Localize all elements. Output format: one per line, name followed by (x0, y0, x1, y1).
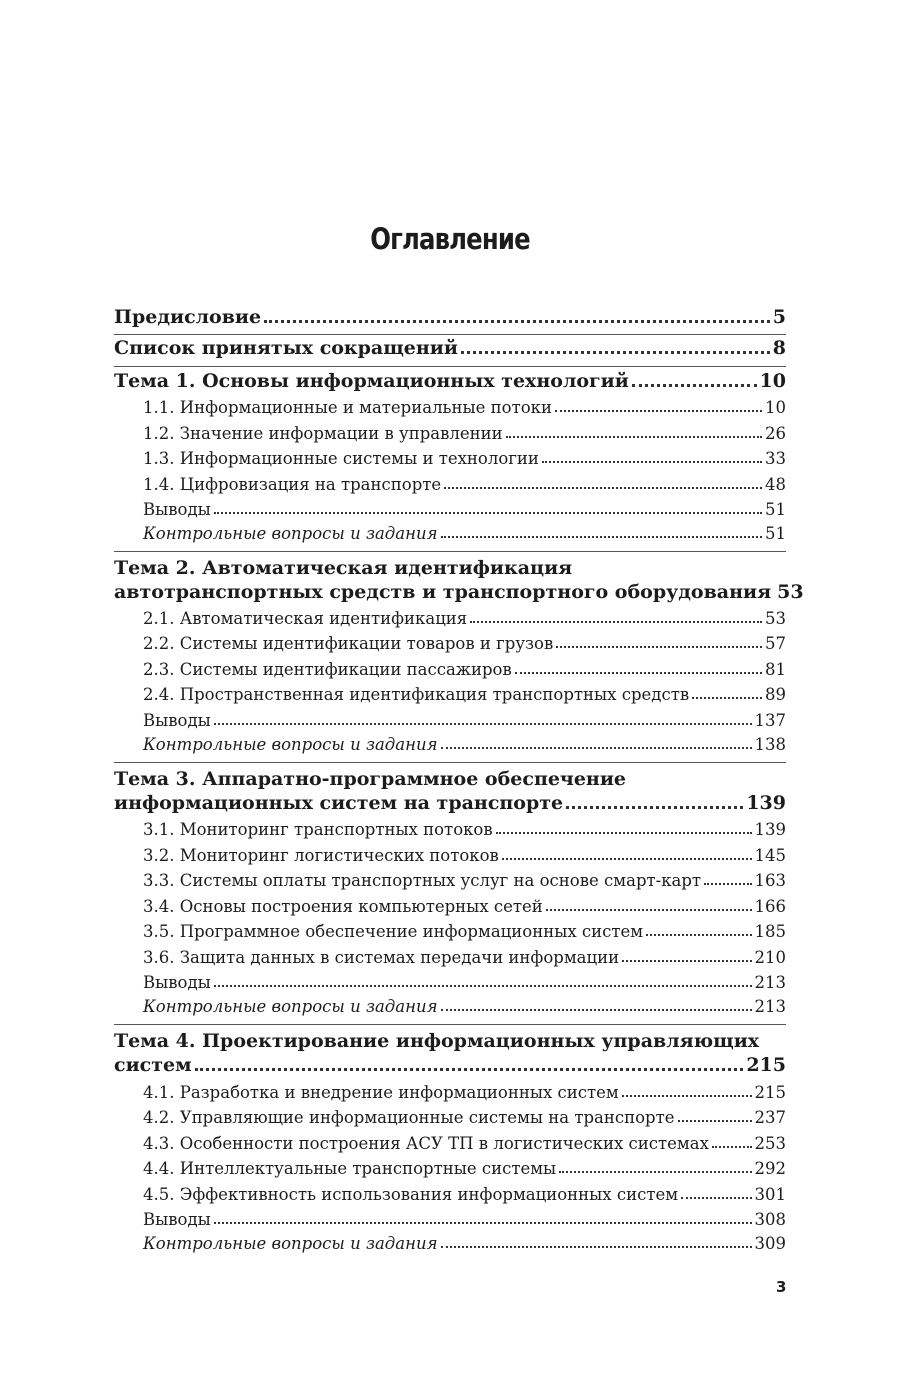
toc-entry-page: 57 (765, 634, 786, 653)
dot-leader (441, 1008, 752, 1011)
toc-entry-label: Контрольные вопросы и задания (143, 1234, 438, 1253)
toc-entry-page: 33 (765, 449, 786, 468)
toc-entry-page: 137 (754, 711, 786, 730)
toc-entry-label: Выводы (143, 500, 211, 519)
toc-entry-label: Выводы (143, 1210, 211, 1229)
toc-subentry[interactable] (0, 922, 900, 941)
toc-entry-page: 26 (765, 424, 786, 443)
dot-leader (622, 959, 751, 962)
toc-entry-page: 301 (754, 1185, 786, 1204)
dot-leader (195, 1067, 744, 1071)
toc-subentry[interactable] (0, 973, 900, 992)
dot-leader (441, 535, 762, 538)
divider (114, 762, 786, 763)
toc-subentry[interactable] (0, 609, 900, 628)
dot-leader (704, 882, 751, 885)
toc-subentry[interactable] (0, 524, 900, 543)
dot-leader (555, 409, 762, 412)
toc-entry-page: 145 (754, 846, 786, 865)
toc-subentry[interactable] (0, 820, 900, 839)
toc-topic-1[interactable] (0, 370, 900, 392)
toc-entry-label: 2.4. Пространственная идентификация транспортных средств (143, 685, 690, 704)
toc-subentry[interactable] (0, 897, 900, 916)
toc-entry-label: 1.2. Значение информации в управлении (143, 424, 503, 443)
dot-leader (678, 1119, 752, 1122)
toc-subentry[interactable] (0, 475, 900, 494)
toc-entry-page: 139 (754, 820, 786, 839)
toc-subentry[interactable] (0, 449, 900, 468)
toc-entry-label: Контрольные вопросы и задания (143, 735, 438, 754)
toc-entry-page: 48 (765, 475, 786, 494)
dot-leader (264, 319, 770, 323)
dot-leader (502, 857, 752, 860)
dot-leader (556, 645, 762, 648)
toc-entry-page: 308 (754, 1210, 786, 1229)
dot-leader (515, 671, 762, 674)
toc-entry-label: 2.2. Системы идентификации товаров и грузов (143, 634, 554, 653)
toc-entry-label: 4.1. Разработка и внедрение информационных систем (143, 1083, 619, 1102)
toc-entry-label: Тема 1. Основы информационных технологий (114, 370, 629, 392)
dot-leader (542, 460, 762, 463)
toc-subentry[interactable] (0, 1234, 900, 1253)
toc-entry-page: 139 (746, 792, 786, 814)
toc-entry-label: 4.5. Эффективность использования информационных систем (143, 1185, 679, 1204)
toc-entry-page: 10 (759, 370, 786, 392)
toc-entry-label: 4.2. Управляющие информационные системы на транспорте (143, 1108, 675, 1127)
toc-entry-label: Выводы (143, 973, 211, 992)
page-title: Оглавление (370, 222, 530, 256)
dot-leader (712, 1145, 752, 1148)
dot-leader (646, 933, 751, 936)
toc-entry-label: 1.3. Информационные системы и технологии (143, 449, 539, 468)
dot-leader (496, 831, 752, 834)
divider (114, 551, 786, 552)
dot-leader (632, 383, 757, 387)
dot-leader (506, 435, 762, 438)
toc-entry-label: 4.3. Особенности построения АСУ ТП в логистических системах (143, 1134, 709, 1153)
dot-leader (692, 696, 762, 699)
toc-entry-page: 166 (754, 897, 786, 916)
toc-subentry[interactable] (0, 1083, 900, 1102)
toc-entry-page: 53 (765, 609, 786, 628)
toc-entry-label: автотранспортных средств и транспортного оборудования (114, 581, 772, 603)
toc-entry-page: 215 (746, 1054, 786, 1076)
toc-entry-label: 3.5. Программное обеспечение информационных систем (143, 922, 644, 941)
dot-leader (546, 908, 752, 911)
toc-subentry[interactable] (0, 1108, 900, 1127)
toc-subentry[interactable] (0, 997, 900, 1016)
toc-entry-page: 253 (754, 1134, 786, 1153)
toc-entry-page: 292 (754, 1159, 786, 1178)
toc-topic-4[interactable] (0, 1054, 900, 1076)
toc-subentry[interactable] (0, 711, 900, 730)
toc-entry-label: 1.1. Информационные и материальные потоки (143, 398, 552, 417)
toc-entry-label: 1.4. Цифровизация на транспорте (143, 475, 442, 494)
toc-entry-page: 163 (754, 871, 786, 890)
toc-entry-preface[interactable] (0, 306, 900, 328)
toc-entry-page: 185 (754, 922, 786, 941)
dot-leader (559, 1170, 751, 1173)
toc-entry-label: 3.6. Защита данных в системах передачи информации (143, 948, 620, 967)
toc-entry-label: 3.3. Системы оплаты транспортных услуг на основе смарт-карт (143, 871, 702, 890)
toc-subentry[interactable] (0, 500, 900, 519)
toc-topic-3[interactable] (0, 792, 900, 814)
divider (114, 334, 786, 335)
toc-entry-label: систем (114, 1054, 192, 1076)
toc-subentry[interactable] (0, 1159, 900, 1178)
toc-entry-label: 4.4. Интеллектуальные транспортные системы (143, 1159, 557, 1178)
toc-entry-label: 2.3. Системы идентификации пассажиров (143, 660, 512, 679)
toc-entry-page: 213 (754, 997, 786, 1016)
toc-subentry[interactable] (0, 735, 900, 754)
toc-entry-label: 3.2. Мониторинг логистических потоков (143, 846, 499, 865)
toc-entry-label: 3.4. Основы построения компьютерных сетей (143, 897, 543, 916)
page-number: 3 (776, 1278, 787, 1296)
toc-subentry[interactable] (0, 1210, 900, 1229)
toc-entry-label: Выводы (143, 711, 211, 730)
dot-leader (214, 511, 762, 514)
dot-leader (470, 620, 762, 623)
toc-entry-label: 3.1. Мониторинг транспортных потоков (143, 820, 493, 839)
toc-entry-abbreviations[interactable] (0, 337, 900, 359)
toc-subentry[interactable] (0, 398, 900, 417)
toc-subentry[interactable] (0, 1185, 900, 1204)
toc-topic-4-line1[interactable]: Тема 4. Проектирование информационных управляющих (114, 1030, 760, 1052)
toc-entry-page: 210 (754, 948, 786, 967)
toc-subentry[interactable] (0, 660, 900, 679)
toc-subentry[interactable] (0, 634, 900, 653)
divider (114, 366, 786, 367)
toc-entry-page: 138 (754, 735, 786, 754)
toc-entry-page: 51 (765, 500, 786, 519)
toc-entry-label: Контрольные вопросы и задания (143, 997, 438, 1016)
dot-leader (622, 1094, 752, 1097)
dot-leader (214, 984, 752, 987)
toc-subentry[interactable] (0, 1134, 900, 1153)
toc-entry-page: 89 (765, 685, 786, 704)
toc-entry-page: 81 (765, 660, 786, 679)
toc-entry-page: 215 (754, 1083, 786, 1102)
toc-topic-2-line1[interactable]: Тема 2. Автоматическая идентификация (114, 557, 573, 579)
dot-leader (566, 805, 743, 809)
toc-entry-page: 213 (754, 973, 786, 992)
dot-leader (441, 746, 752, 749)
toc-topic-3-line1[interactable]: Тема 3. Аппаратно-программное обеспечение (114, 768, 627, 790)
toc-entry-label: Контрольные вопросы и задания (143, 524, 438, 543)
toc-subentry[interactable] (0, 685, 900, 704)
toc-entry-label: Предисловие (114, 306, 262, 328)
toc-entry-page: 53 (777, 581, 804, 603)
dot-leader (681, 1196, 751, 1199)
toc-subentry[interactable] (0, 871, 900, 890)
dot-leader (214, 1221, 752, 1224)
toc-subentry[interactable] (0, 846, 900, 865)
toc-entry-page: 10 (765, 398, 786, 417)
toc-entry-label: информационных систем на транспорте (114, 792, 564, 814)
dot-leader (444, 486, 762, 489)
toc-entry-page: 309 (754, 1234, 786, 1253)
toc-entry-page: 51 (765, 524, 786, 543)
toc-subentry[interactable] (0, 424, 900, 443)
divider (114, 1024, 786, 1025)
toc-entry-page: 5 (772, 306, 786, 328)
toc-entry-label: 2.1. Автоматическая идентификация (143, 609, 468, 628)
toc-topic-2[interactable] (0, 581, 900, 603)
dot-leader (461, 350, 770, 354)
dot-leader (214, 722, 752, 725)
dot-leader (441, 1245, 752, 1248)
toc-subentry[interactable] (0, 948, 900, 967)
toc-entry-page: 8 (772, 337, 786, 359)
toc-entry-page: 237 (754, 1108, 786, 1127)
toc-entry-label: Список принятых сокращений (114, 337, 458, 359)
